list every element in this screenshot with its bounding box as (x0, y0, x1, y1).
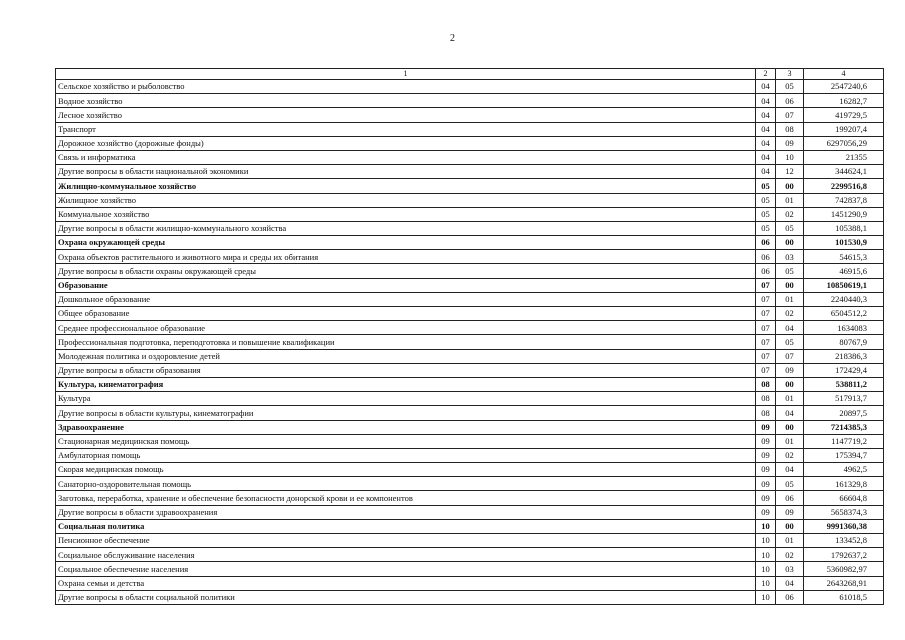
row-amount-cell: 199207,4 (804, 122, 884, 136)
row-name-cell: Социальная политика (56, 519, 756, 533)
row-name-cell: Другие вопросы в области охраны окружающей среды (56, 264, 756, 278)
table-row (56, 576, 884, 590)
row-section-cell: 05 (756, 179, 776, 193)
row-subsection-cell: 00 (776, 278, 804, 292)
row-section-cell: 09 (756, 448, 776, 462)
row-section-cell: 07 (756, 278, 776, 292)
row-section-cell: 06 (756, 250, 776, 264)
row-subsection-cell: 02 (776, 207, 804, 221)
row-subsection-cell: 09 (776, 505, 804, 519)
table-row (56, 349, 884, 363)
row-name-cell: Коммунальное хозяйство (56, 207, 756, 221)
row-amount-cell: 2299516,8 (804, 179, 884, 193)
table-row (56, 562, 884, 576)
row-section-cell: 09 (756, 434, 776, 448)
row-name-cell: Среднее профессиональное образование (56, 321, 756, 335)
row-section-cell: 07 (756, 307, 776, 321)
row-name-cell: Другие вопросы в области национальной экономики (56, 165, 756, 179)
row-name-cell: Дорожное хозяйство (дорожные фонды) (56, 136, 756, 150)
row-name-cell: Охрана семьи и детства (56, 576, 756, 590)
row-amount-cell: 2643268,91 (804, 576, 884, 590)
row-section-cell: 09 (756, 463, 776, 477)
row-section-cell: 10 (756, 562, 776, 576)
row-amount-cell: 66604,8 (804, 491, 884, 505)
row-name-cell: Культура (56, 392, 756, 406)
table-body (56, 69, 884, 605)
row-name-cell: Культура, кинематография (56, 377, 756, 391)
table-row (56, 335, 884, 349)
row-name-cell: Стационарная медицинская помощь (56, 434, 756, 448)
row-name-cell: Охрана объектов растительного и животного мира и среды их обитания (56, 250, 756, 264)
row-subsection-cell: 10 (776, 150, 804, 164)
row-subsection-cell: 05 (776, 264, 804, 278)
row-section-cell: 04 (756, 94, 776, 108)
row-section-cell: 08 (756, 377, 776, 391)
table-row (56, 477, 884, 491)
row-amount-cell: 5360982,97 (804, 562, 884, 576)
row-subsection-cell: 01 (776, 534, 804, 548)
row-name-cell: Скорая медицинская помощь (56, 463, 756, 477)
row-amount-cell: 1451290,9 (804, 207, 884, 221)
row-section-cell: 09 (756, 491, 776, 505)
row-amount-cell: 80767,9 (804, 335, 884, 349)
header-col-4: 4 (804, 69, 884, 80)
row-amount-cell: 46915,6 (804, 264, 884, 278)
row-amount-cell: 21355 (804, 150, 884, 164)
table-row (56, 519, 884, 533)
row-subsection-cell: 02 (776, 448, 804, 462)
table-row (56, 264, 884, 278)
table-row (56, 136, 884, 150)
row-subsection-cell: 07 (776, 108, 804, 122)
row-name-cell: Профессиональная подготовка, переподготовка и повышение квалификации (56, 335, 756, 349)
table-row (56, 94, 884, 108)
row-subsection-cell: 09 (776, 363, 804, 377)
row-section-cell: 07 (756, 363, 776, 377)
row-name-cell: Образование (56, 278, 756, 292)
row-subsection-cell: 04 (776, 321, 804, 335)
row-section-cell: 04 (756, 122, 776, 136)
row-amount-cell: 218386,3 (804, 349, 884, 363)
row-section-cell: 09 (756, 505, 776, 519)
header-col-3: 3 (776, 69, 804, 80)
row-amount-cell: 5658374,3 (804, 505, 884, 519)
table-row (56, 165, 884, 179)
row-amount-cell: 538811,2 (804, 377, 884, 391)
row-section-cell: 07 (756, 335, 776, 349)
row-section-cell: 04 (756, 136, 776, 150)
row-name-cell: Другие вопросы в области социальной политики (56, 590, 756, 604)
row-name-cell: Жилищное хозяйство (56, 193, 756, 207)
row-section-cell: 06 (756, 236, 776, 250)
row-name-cell: Лесное хозяйство (56, 108, 756, 122)
row-section-cell: 09 (756, 477, 776, 491)
row-section-cell: 07 (756, 321, 776, 335)
row-subsection-cell: 06 (776, 491, 804, 505)
row-amount-cell: 6504512,2 (804, 307, 884, 321)
row-subsection-cell: 00 (776, 519, 804, 533)
row-subsection-cell: 05 (776, 80, 804, 94)
row-subsection-cell: 01 (776, 292, 804, 306)
row-subsection-cell: 03 (776, 250, 804, 264)
row-amount-cell: 161329,8 (804, 477, 884, 491)
row-section-cell: 10 (756, 576, 776, 590)
header-col-2: 2 (756, 69, 776, 80)
row-subsection-cell: 08 (776, 122, 804, 136)
row-section-cell: 10 (756, 519, 776, 533)
row-amount-cell: 10850619,1 (804, 278, 884, 292)
row-section-cell: 07 (756, 349, 776, 363)
table-row (56, 250, 884, 264)
row-subsection-cell: 04 (776, 463, 804, 477)
row-subsection-cell: 03 (776, 562, 804, 576)
table-row (56, 292, 884, 306)
table-row (56, 448, 884, 462)
row-name-cell: Транспорт (56, 122, 756, 136)
row-amount-cell: 54615,3 (804, 250, 884, 264)
table-row (56, 193, 884, 207)
row-name-cell: Другие вопросы в области культуры, кинематографии (56, 406, 756, 420)
table-header-row (56, 69, 884, 80)
row-subsection-cell: 12 (776, 165, 804, 179)
row-amount-cell: 6297056,29 (804, 136, 884, 150)
row-amount-cell: 133452,8 (804, 534, 884, 548)
table-row (56, 363, 884, 377)
row-section-cell: 04 (756, 150, 776, 164)
row-subsection-cell: 05 (776, 477, 804, 491)
table-row (56, 548, 884, 562)
row-section-cell: 04 (756, 165, 776, 179)
table-row (56, 392, 884, 406)
row-subsection-cell: 05 (776, 221, 804, 235)
row-name-cell: Охрана окружающей среды (56, 236, 756, 250)
table-row (56, 207, 884, 221)
row-subsection-cell: 01 (776, 434, 804, 448)
row-amount-cell: 1634083 (804, 321, 884, 335)
row-amount-cell: 742837,8 (804, 193, 884, 207)
table-row (56, 434, 884, 448)
row-subsection-cell: 05 (776, 335, 804, 349)
row-subsection-cell: 01 (776, 193, 804, 207)
row-section-cell: 05 (756, 193, 776, 207)
table-row (56, 534, 884, 548)
row-amount-cell: 344624,1 (804, 165, 884, 179)
row-subsection-cell: 02 (776, 548, 804, 562)
table-row (56, 179, 884, 193)
row-section-cell: 10 (756, 548, 776, 562)
table-row (56, 108, 884, 122)
row-name-cell: Жилищно-коммунальное хозяйство (56, 179, 756, 193)
row-name-cell: Сельское хозяйство и рыболовство (56, 80, 756, 94)
row-subsection-cell: 00 (776, 236, 804, 250)
row-section-cell: 04 (756, 80, 776, 94)
table-row (56, 505, 884, 519)
table-row (56, 463, 884, 477)
row-subsection-cell: 06 (776, 590, 804, 604)
row-section-cell: 04 (756, 108, 776, 122)
row-name-cell: Общее образование (56, 307, 756, 321)
row-name-cell: Другие вопросы в области здравоохранения (56, 505, 756, 519)
row-subsection-cell: 06 (776, 94, 804, 108)
row-name-cell: Другие вопросы в области жилищно-коммунального хозяйства (56, 221, 756, 235)
table-row (56, 420, 884, 434)
row-subsection-cell: 04 (776, 406, 804, 420)
row-name-cell: Связь и информатика (56, 150, 756, 164)
row-name-cell: Молодежная политика и оздоровление детей (56, 349, 756, 363)
row-subsection-cell: 04 (776, 576, 804, 590)
row-section-cell: 10 (756, 534, 776, 548)
row-amount-cell: 172429,4 (804, 363, 884, 377)
row-amount-cell: 175394,7 (804, 448, 884, 462)
table-row (56, 122, 884, 136)
table-row (56, 80, 884, 94)
table-row (56, 377, 884, 391)
row-name-cell: Социальное обслуживание населения (56, 548, 756, 562)
row-section-cell: 08 (756, 392, 776, 406)
row-subsection-cell: 00 (776, 377, 804, 391)
table-row (56, 491, 884, 505)
row-name-cell: Социальное обеспечение населения (56, 562, 756, 576)
row-name-cell: Водное хозяйство (56, 94, 756, 108)
row-amount-cell: 16282,7 (804, 94, 884, 108)
table-row (56, 590, 884, 604)
row-amount-cell: 1792637,2 (804, 548, 884, 562)
row-amount-cell: 105388,1 (804, 221, 884, 235)
table-row (56, 150, 884, 164)
row-section-cell: 05 (756, 221, 776, 235)
row-section-cell: 06 (756, 264, 776, 278)
row-subsection-cell: 00 (776, 179, 804, 193)
row-name-cell: Санаторно-оздоровительная помощь (56, 477, 756, 491)
row-name-cell: Другие вопросы в области образования (56, 363, 756, 377)
row-subsection-cell: 09 (776, 136, 804, 150)
row-amount-cell: 7214385,3 (804, 420, 884, 434)
row-name-cell: Дошкольное образование (56, 292, 756, 306)
row-name-cell: Амбулаторная помощь (56, 448, 756, 462)
row-subsection-cell: 01 (776, 392, 804, 406)
row-section-cell: 08 (756, 406, 776, 420)
row-amount-cell: 419729,5 (804, 108, 884, 122)
table-row (56, 278, 884, 292)
row-section-cell: 10 (756, 590, 776, 604)
table-row (56, 221, 884, 235)
row-amount-cell: 4962,5 (804, 463, 884, 477)
row-amount-cell: 2240440,3 (804, 292, 884, 306)
table-row (56, 307, 884, 321)
row-name-cell: Заготовка, переработка, хранение и обеспечение безопасности донорской крови и ее компонентов (56, 491, 756, 505)
row-subsection-cell: 00 (776, 420, 804, 434)
row-name-cell: Пенсионное обеспечение (56, 534, 756, 548)
row-amount-cell: 1147719,2 (804, 434, 884, 448)
header-col-1: 1 (56, 69, 756, 80)
row-amount-cell: 2547240,6 (804, 80, 884, 94)
row-section-cell: 09 (756, 420, 776, 434)
table-row (56, 406, 884, 420)
page-number: 2 (450, 33, 455, 44)
table-row (56, 236, 884, 250)
row-amount-cell: 61018,5 (804, 590, 884, 604)
row-amount-cell: 517913,7 (804, 392, 884, 406)
budget-table (55, 68, 884, 605)
row-amount-cell: 101530,9 (804, 236, 884, 250)
row-amount-cell: 9991360,38 (804, 519, 884, 533)
row-name-cell: Здравоохранение (56, 420, 756, 434)
row-subsection-cell: 02 (776, 307, 804, 321)
row-amount-cell: 20897,5 (804, 406, 884, 420)
row-subsection-cell: 07 (776, 349, 804, 363)
row-section-cell: 07 (756, 292, 776, 306)
table-row (56, 321, 884, 335)
row-section-cell: 05 (756, 207, 776, 221)
